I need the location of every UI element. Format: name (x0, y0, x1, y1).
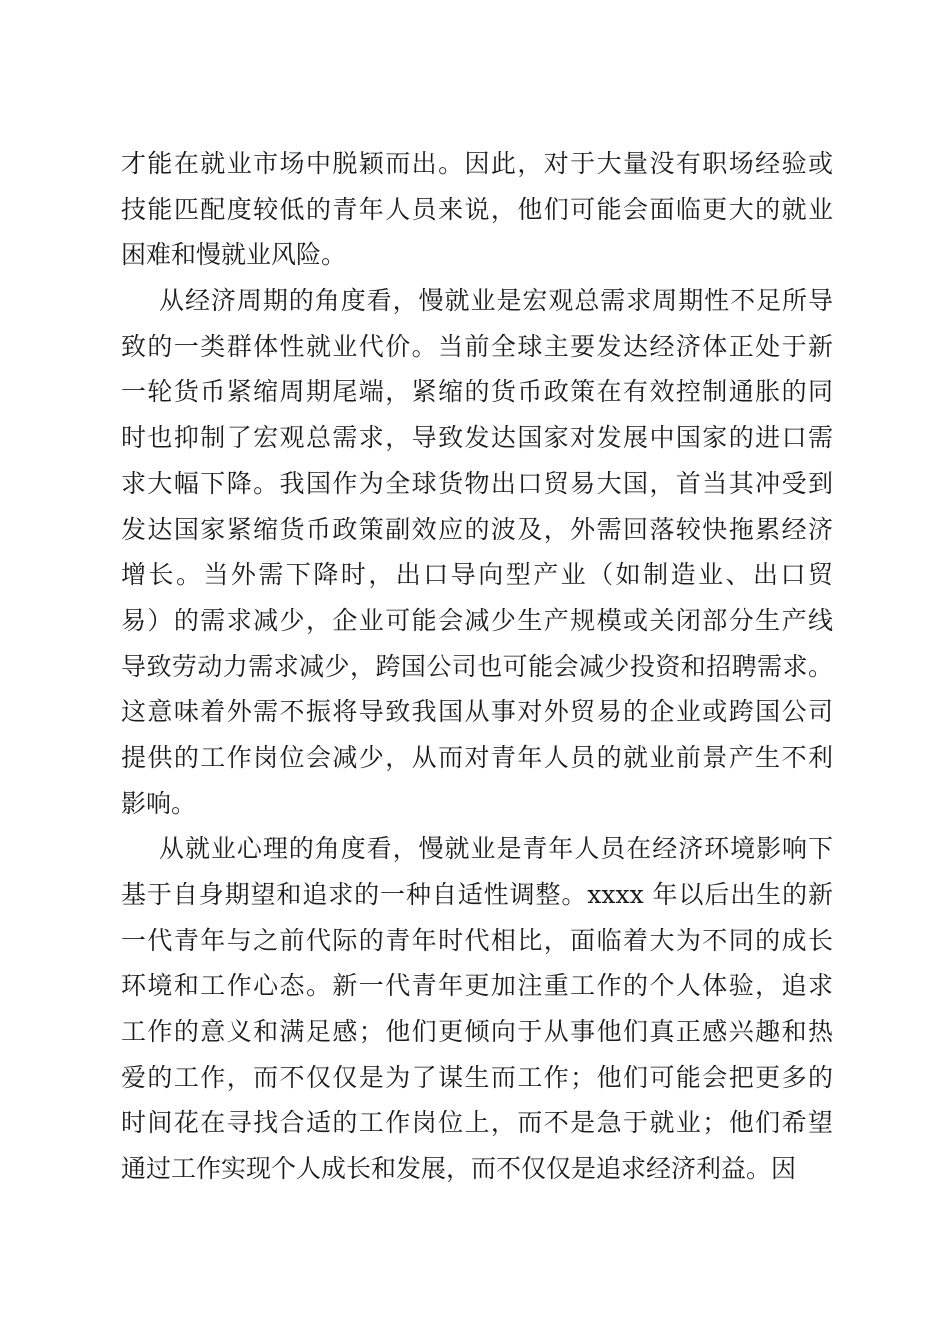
text-line: 工作的意义和满足感；他们更倾向于从事他们真正感兴趣和热 (121, 1017, 833, 1047)
text-line: 技能匹配度较低的青年人员来说，他们可能会面临更大的就业 (121, 194, 833, 224)
text-line: 影响。 (121, 788, 197, 818)
paragraph-p2 (121, 278, 833, 826)
text-line: 一轮货币紧缩周期尾端，紧缩的货币政策在有效控制通胀的同 (121, 377, 833, 407)
text-line: 求大幅下降。我国作为全球货物出口贸易大国，首当其冲受到 (121, 468, 833, 498)
text-line: 从就业心理的角度看，慢就业是青年人员在经济环境影响下 (159, 834, 833, 864)
text-line: 从经济周期的角度看，慢就业是宏观总需求周期性不足所导 (159, 286, 833, 316)
text-line: 爱的工作，而不仅仅是为了谋生而工作；他们可能会把更多的 (121, 1062, 833, 1092)
text-line: 环境和工作心态。新一代青年更加注重工作的个人体验，追求 (121, 971, 833, 1001)
text-line: 提供的工作岗位会减少，从而对青年人员的就业前景产生不利 (121, 742, 833, 772)
text-line: 导致劳动力需求减少，跨国公司也可能会减少投资和招聘需求。 (121, 651, 833, 681)
text-line: 通过工作实现个人成长和发展，而不仅仅是追求经济利益。因 (121, 1154, 797, 1184)
paragraph-p1 (121, 141, 833, 278)
text-line: 易）的需求减少，企业可能会减少生产规模或关闭部分生产线 (121, 605, 833, 635)
text-line: 困难和慢就业风险。 (121, 240, 347, 270)
text-line: 时也抑制了宏观总需求，导致发达国家对发展中国家的进口需 (121, 423, 833, 453)
text-line: 一代青年与之前代际的青年时代相比，面临着大为不同的成长 (121, 925, 833, 955)
text-line: 发达国家紧缩货币政策副效应的波及，外需回落较快拖累经济 (121, 514, 833, 544)
paragraph-p3 (121, 826, 833, 1192)
text-line: 基于自身期望和追求的一种自适性调整。xxxx 年以后出生的新 (121, 880, 833, 909)
text-line: 这意味着外需不振将导致我国从事对外贸易的企业或跨国公司 (121, 697, 833, 727)
text-line: 才能在就业市场中脱颖而出。因此，对于大量没有职场经验或 (121, 149, 833, 178)
text-line: 致的一类群体性就业代价。当前全球主要发达经济体正处于新 (121, 331, 833, 361)
text-line: 时间花在寻找合适的工作岗位上，而不是急于就业；他们希望 (121, 1108, 833, 1138)
text-line: 增长。当外需下降时，出口导向型产业（如制造业、出口贸 (121, 560, 833, 590)
body-text (121, 141, 833, 1192)
